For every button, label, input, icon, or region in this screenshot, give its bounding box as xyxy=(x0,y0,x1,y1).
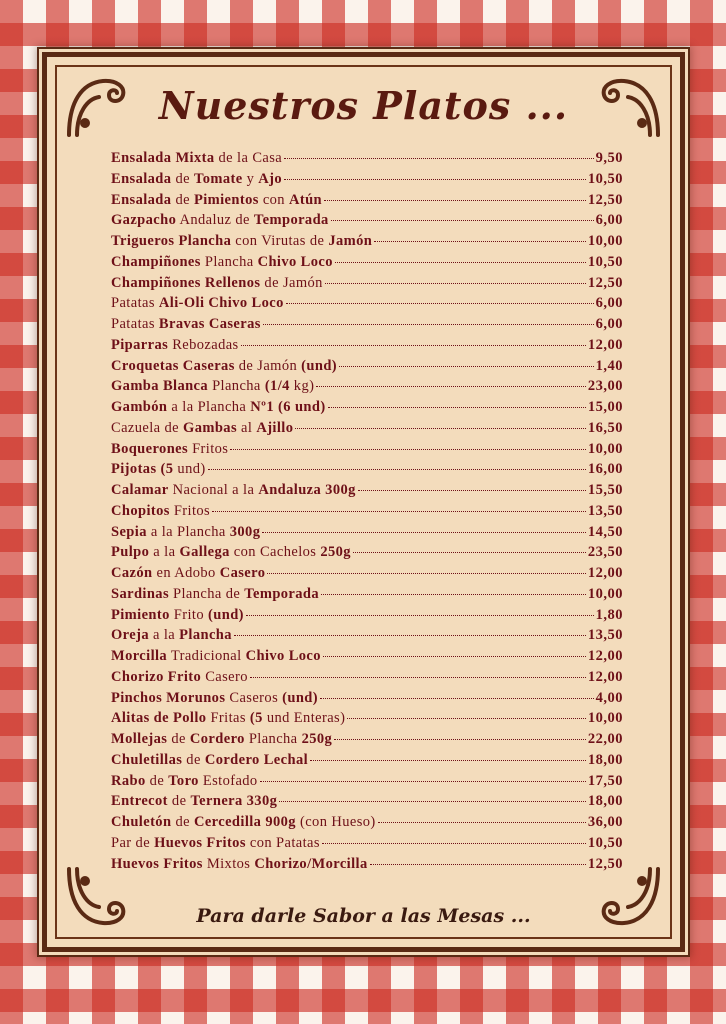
dish-name-bold: Pijotas (5 xyxy=(111,461,174,478)
dish-price: 23,00 xyxy=(587,378,623,395)
dot-leader xyxy=(328,407,586,408)
dish-name-bold: Ternera 330g xyxy=(190,793,278,810)
dish-name xyxy=(111,565,265,582)
dish-price: 10,50 xyxy=(587,170,623,187)
dish-price: 17,50 xyxy=(587,772,623,789)
dish-name-bold: Ensalada xyxy=(111,150,172,166)
dish-name-text: kg) xyxy=(289,378,315,395)
dot-leader xyxy=(230,449,586,450)
dish-name-text: al xyxy=(237,419,257,436)
dish-price: 12,50 xyxy=(587,274,623,291)
dot-leader xyxy=(353,552,586,553)
dish-name-text: a la xyxy=(148,627,180,644)
dish-row xyxy=(111,212,623,233)
dish-row xyxy=(111,503,623,524)
dish-price: 1,40 xyxy=(595,357,623,374)
dish-name-bold: Pimientos xyxy=(193,191,259,208)
dish-row xyxy=(111,627,623,648)
dish-name-bold: Ajillo xyxy=(256,419,294,436)
dish-name-bold: Gallega xyxy=(179,544,230,561)
dish-price: 23,50 xyxy=(587,544,623,561)
dish-name-bold: Sardinas xyxy=(111,585,169,602)
dish-name-text: Plancha xyxy=(244,731,302,747)
dish-name xyxy=(111,254,333,271)
dish-name-text: de la Casa xyxy=(214,150,283,166)
dish-list xyxy=(111,150,623,876)
dot-leader xyxy=(339,366,594,367)
dish-name-bold: Huevos Fritos xyxy=(154,834,246,851)
menu-footer: Para darle Sabor a las Mesas ... xyxy=(196,905,531,927)
dish-name-text: de xyxy=(171,191,194,208)
dish-name xyxy=(111,648,321,665)
dish-row xyxy=(111,192,623,213)
dish-name-bold: Ensalada xyxy=(111,170,172,187)
dish-name-bold: Mollejas xyxy=(111,731,168,747)
dish-name-text: de xyxy=(145,772,169,789)
dish-row xyxy=(111,420,623,441)
dish-name-bold: Cordero Lechal xyxy=(204,751,309,768)
dish-price: 12,50 xyxy=(587,855,623,872)
dish-row xyxy=(111,856,623,877)
dot-leader xyxy=(284,179,586,180)
dish-price: 18,00 xyxy=(587,793,623,810)
dish-name-bold: Pimiento xyxy=(111,606,170,623)
dish-name xyxy=(111,171,282,188)
dish-name-bold: Chorizo Frito xyxy=(111,668,202,685)
dish-name-bold: Plancha xyxy=(179,627,232,644)
dish-name-bold: Huevos Fritos xyxy=(111,855,203,872)
dish-row xyxy=(111,565,623,586)
dot-leader xyxy=(323,656,586,657)
dish-name-bold: Chuletillas xyxy=(111,751,183,768)
dish-price: 6,00 xyxy=(595,316,623,332)
dot-leader xyxy=(263,324,594,325)
dish-row xyxy=(111,337,623,358)
dish-name-bold: Morcilla xyxy=(111,648,168,664)
dish-name xyxy=(111,627,232,644)
dish-name xyxy=(111,482,356,499)
dish-name-text: Patatas xyxy=(111,295,159,312)
dish-name-bold: Ajo xyxy=(258,170,283,187)
dish-price: 13,50 xyxy=(587,627,623,644)
dot-leader xyxy=(212,511,586,512)
dish-name-bold: Cercedilla 900g xyxy=(193,814,296,830)
dish-price: 10,00 xyxy=(587,440,623,457)
dish-name xyxy=(111,192,322,209)
dish-row xyxy=(111,358,623,379)
dot-leader xyxy=(262,532,586,533)
dot-leader xyxy=(370,864,586,865)
dish-row xyxy=(111,461,623,482)
dish-name-bold: Alitas de Pollo xyxy=(111,710,207,727)
dish-row xyxy=(111,669,623,690)
dish-name-text: Cazuela de xyxy=(111,419,184,436)
dot-leader xyxy=(267,573,586,574)
dish-name xyxy=(111,503,210,520)
dot-leader xyxy=(310,760,586,761)
dish-name-bold: (5 xyxy=(249,710,263,727)
dish-name xyxy=(111,233,372,250)
dot-leader xyxy=(286,303,594,304)
dish-name-bold: Pinchos Morunos xyxy=(111,689,226,706)
dot-leader xyxy=(260,781,586,782)
dish-name-bold: Champiñones Rellenos xyxy=(111,274,261,291)
dish-name-bold: 300g xyxy=(229,523,261,540)
dish-name-bold: (1/4 xyxy=(264,378,290,395)
dish-name xyxy=(111,710,345,727)
dish-row xyxy=(111,814,623,835)
dish-name xyxy=(111,399,326,416)
dish-row xyxy=(111,586,623,607)
dish-row xyxy=(111,150,623,171)
dish-name-bold: Casero xyxy=(219,565,266,581)
dish-row xyxy=(111,835,623,856)
dish-name-text: con Cachelos xyxy=(229,544,321,561)
dish-name-text: de xyxy=(167,731,190,747)
dish-name-text: Fritos xyxy=(188,440,229,457)
dish-price: 10,00 xyxy=(587,585,623,602)
dish-price: 15,00 xyxy=(587,399,623,415)
dish-name-bold: Calamar xyxy=(111,482,169,498)
dish-name-text: de xyxy=(171,170,194,187)
dot-leader xyxy=(279,801,586,802)
dish-name-text: Plancha xyxy=(208,378,265,395)
dot-leader xyxy=(374,241,586,242)
dish-row xyxy=(111,254,623,275)
dish-name-text: en Adobo xyxy=(152,565,220,581)
dish-name-bold: Oreja xyxy=(111,627,149,644)
dish-name-bold: Chopitos xyxy=(111,502,170,519)
dish-name-bold: Boquerones xyxy=(111,440,189,457)
dish-name-bold: Entrecot xyxy=(111,793,168,810)
dish-name-text: Fritos xyxy=(169,502,211,519)
dish-name-bold: Mixta xyxy=(175,150,215,166)
dish-price: 16,50 xyxy=(587,419,623,436)
dish-name-text: Plancha de xyxy=(169,585,245,602)
dish-name-bold: Chuletón xyxy=(111,814,172,830)
dish-price: 9,50 xyxy=(595,150,623,166)
dish-name-text: de xyxy=(182,751,205,768)
dish-name-text: y xyxy=(242,170,259,187)
dish-price: 16,00 xyxy=(587,461,623,478)
dish-name xyxy=(111,856,368,873)
dish-name-bold: Croquetas Caseras xyxy=(111,357,235,374)
dish-name xyxy=(111,461,206,478)
dish-name-bold: Champiñones xyxy=(111,253,201,270)
dish-name-bold: Bravas Caseras xyxy=(158,316,261,332)
dish-name-bold: Chorizo/Morcilla xyxy=(254,855,368,872)
dish-name-bold: Andaluza 300g xyxy=(258,482,356,498)
dish-name-bold: (und) xyxy=(208,606,244,623)
dish-name-bold: Jamón xyxy=(328,233,373,249)
dish-row xyxy=(111,316,623,337)
dish-name-bold: Pulpo xyxy=(111,544,150,561)
dish-row xyxy=(111,773,623,794)
dish-row xyxy=(111,752,623,773)
dish-name-bold: Ensalada xyxy=(111,191,172,208)
dish-name-bold: Chivo Loco xyxy=(257,253,333,270)
dish-name-bold: Cordero xyxy=(189,731,245,747)
dot-leader xyxy=(250,677,586,678)
dish-price: 36,00 xyxy=(587,814,623,830)
dish-name-text: Par de xyxy=(111,834,155,851)
dot-leader xyxy=(241,345,586,346)
dish-name-text: Rebozadas xyxy=(168,336,239,353)
dish-row xyxy=(111,731,623,752)
dish-name xyxy=(111,607,244,624)
dish-name-text: Tradicional xyxy=(167,648,246,664)
dish-name-bold: Temporada xyxy=(253,212,329,229)
dish-name xyxy=(111,441,228,458)
dish-row xyxy=(111,690,623,711)
dish-price: 22,00 xyxy=(587,731,623,747)
dish-name-text: de Jamón xyxy=(260,274,323,291)
dish-name-text: Plancha xyxy=(200,253,258,270)
dish-name-text: Patatas xyxy=(111,316,159,332)
dish-name-text: con Patatas xyxy=(245,834,320,851)
dish-price: 12,00 xyxy=(587,668,623,685)
dish-name xyxy=(111,731,332,748)
dish-price: 13,50 xyxy=(587,502,623,519)
dish-name-bold: Tomate xyxy=(193,170,243,187)
dish-name-bold: Gambas xyxy=(183,419,237,436)
dot-leader xyxy=(322,843,586,844)
dish-row xyxy=(111,607,623,628)
dish-name-bold: Cazón xyxy=(111,565,153,581)
dish-name-bold: Chivo Loco xyxy=(245,648,321,664)
dish-row xyxy=(111,648,623,669)
dish-name-bold: und) xyxy=(294,399,326,415)
dish-price: 10,50 xyxy=(587,834,623,851)
menu-title: Nuestros Platos ... xyxy=(158,83,569,128)
dish-name-bold: Temporada xyxy=(244,585,320,602)
dish-name-bold: Atún xyxy=(288,191,323,208)
dish-name xyxy=(111,316,261,333)
dish-name xyxy=(111,150,282,167)
dish-name xyxy=(111,586,319,603)
dish-name xyxy=(111,337,239,354)
dish-name xyxy=(111,295,284,312)
dish-name-bold: Piparras xyxy=(111,336,169,353)
dot-leader xyxy=(331,220,594,221)
dish-row xyxy=(111,399,623,420)
dish-name-text: de xyxy=(167,793,191,810)
dot-leader xyxy=(347,718,586,719)
dish-row xyxy=(111,524,623,545)
dish-name xyxy=(111,752,308,769)
dish-price: 15,50 xyxy=(587,482,623,498)
dish-name-text: Frito xyxy=(169,606,209,623)
dish-name-bold: Gambón xyxy=(111,399,168,415)
dot-leader xyxy=(316,386,586,387)
dot-leader xyxy=(295,428,586,429)
dish-name-bold: (und) xyxy=(282,689,318,706)
dish-price: 6,00 xyxy=(595,212,623,229)
dish-name-bold: Gamba Blanca xyxy=(111,378,209,395)
dish-name-text: und Enteras) xyxy=(262,710,346,727)
dish-name-bold: 250g xyxy=(320,544,351,561)
dish-name xyxy=(111,358,337,375)
dish-name-text: Nacional a la xyxy=(168,482,259,498)
dish-price: 18,00 xyxy=(587,751,623,768)
dish-name-bold: Toro xyxy=(168,772,199,789)
dish-name xyxy=(111,524,260,541)
dish-row xyxy=(111,233,623,254)
dish-name xyxy=(111,773,258,790)
dot-leader xyxy=(334,739,586,740)
dish-price: 10,50 xyxy=(587,253,623,270)
dish-name xyxy=(111,378,314,395)
dish-price: 12,00 xyxy=(587,336,623,353)
dish-name-bold: 250g xyxy=(301,731,333,747)
dish-row xyxy=(111,171,623,192)
dish-name xyxy=(111,793,277,810)
dish-price: 6,00 xyxy=(595,295,623,312)
dish-name-text: und) xyxy=(173,461,206,478)
dish-name-bold: Ali-Oli Chivo Loco xyxy=(158,295,284,312)
dish-name-text: Caseros xyxy=(225,689,283,706)
dish-name xyxy=(111,544,351,561)
dot-leader xyxy=(378,822,586,823)
dish-name xyxy=(111,814,376,831)
dish-row xyxy=(111,710,623,731)
dish-name-text: (con Hueso) xyxy=(295,814,376,830)
dish-price: 4,00 xyxy=(595,689,623,706)
dish-name-bold: (und) xyxy=(301,357,338,374)
dot-leader xyxy=(284,158,594,159)
dish-row xyxy=(111,275,623,296)
dish-name-text: a la xyxy=(149,544,180,561)
dish-name-bold: Gazpacho xyxy=(111,212,177,229)
dish-name-text: Estofado xyxy=(198,772,258,789)
dish-name-text: a la Plancha xyxy=(167,399,251,415)
dish-name-bold: Nº1 (6 xyxy=(250,399,291,415)
dot-leader xyxy=(325,283,586,284)
dot-leader xyxy=(335,262,586,263)
dot-leader xyxy=(324,200,586,201)
dish-name-text: Mixtos xyxy=(202,855,255,872)
dish-name-text: a la Plancha xyxy=(146,523,230,540)
dish-price: 12,50 xyxy=(587,191,623,208)
dish-price: 14,50 xyxy=(587,523,623,540)
dish-price: 1,80 xyxy=(595,606,623,623)
dish-row xyxy=(111,378,623,399)
dish-name xyxy=(111,690,318,707)
dish-name-bold: Rabo xyxy=(111,772,146,789)
dish-name xyxy=(111,275,323,292)
dot-leader xyxy=(208,469,586,470)
dot-leader xyxy=(320,698,594,699)
dish-name xyxy=(111,669,248,686)
dish-name-text: con xyxy=(258,191,289,208)
dot-leader xyxy=(358,490,586,491)
dish-name-text: Casero xyxy=(201,668,248,685)
dish-name xyxy=(111,420,293,437)
dish-row xyxy=(111,441,623,462)
dish-price: 12,00 xyxy=(587,648,623,664)
dish-row xyxy=(111,544,623,565)
dish-name-bold: Trigueros Plancha xyxy=(111,233,232,249)
dish-name-bold: Sepia xyxy=(111,523,147,540)
dish-row xyxy=(111,482,623,503)
dish-price: 12,00 xyxy=(587,565,623,581)
dish-name xyxy=(111,212,329,229)
dish-row xyxy=(111,295,623,316)
dish-name-text: de Jamón xyxy=(234,357,302,374)
dish-price: 10,00 xyxy=(587,233,623,249)
dot-leader xyxy=(246,615,594,616)
menu-card xyxy=(42,52,685,952)
dish-row xyxy=(111,793,623,814)
dish-name xyxy=(111,835,320,852)
dish-name-text: de xyxy=(171,814,194,830)
dish-name-text: Andaluz de xyxy=(176,212,254,229)
dish-price: 10,00 xyxy=(587,710,623,727)
dot-leader xyxy=(321,594,586,595)
dish-name-text: con Virutas de xyxy=(231,233,329,249)
dish-name-text: Fritas xyxy=(206,710,250,727)
dot-leader xyxy=(234,635,586,636)
